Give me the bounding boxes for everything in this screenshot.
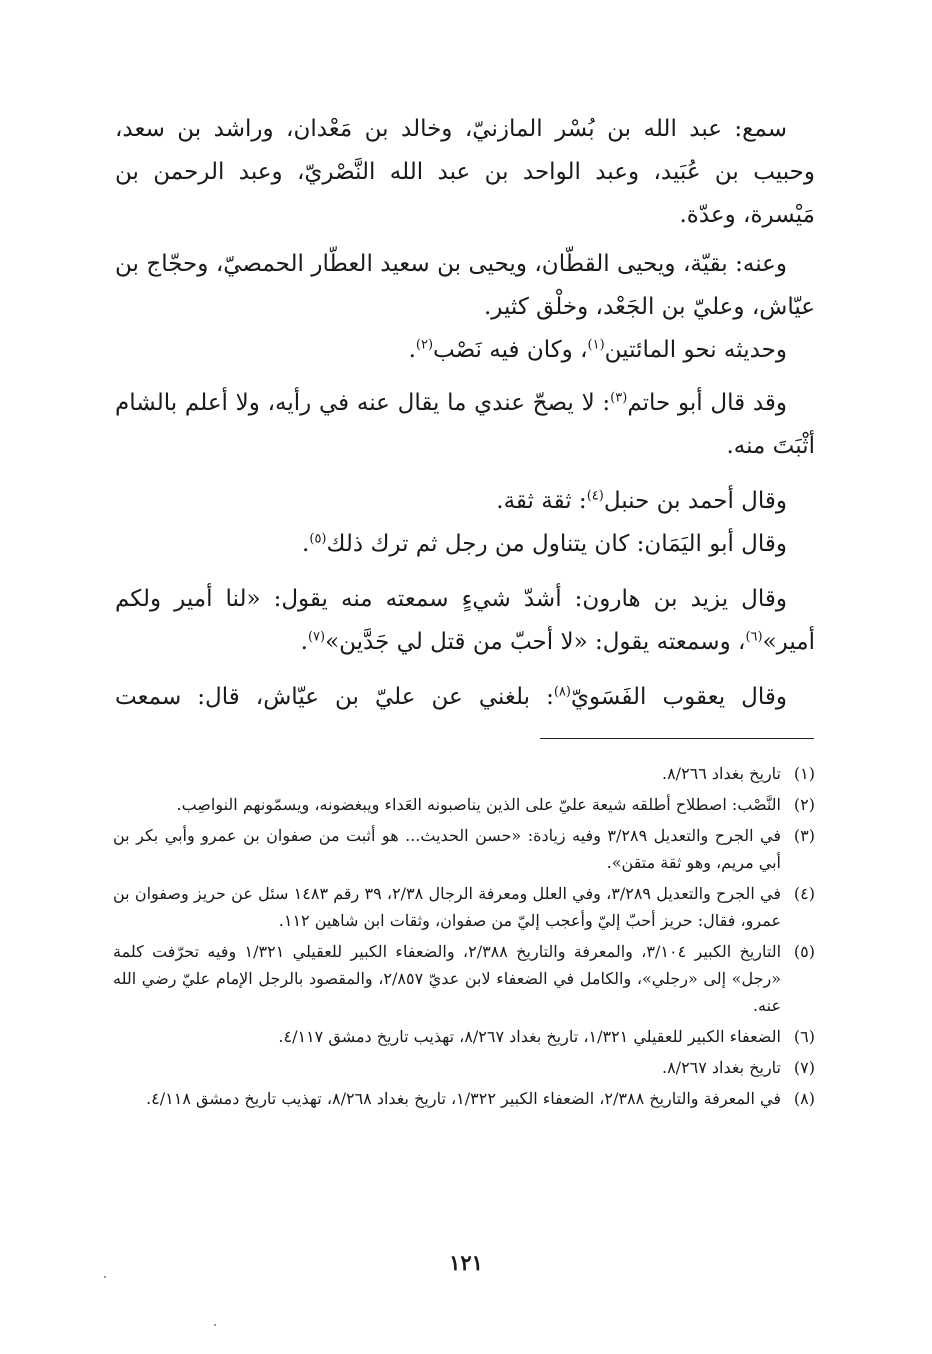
footnote-ref-3[interactable]: (٣) <box>610 390 628 406</box>
footnote-text: التاريخ الكبير ٣/١٠٤، والمعرفة والتاريخ ٢/٣٨٨، والضعفاء الكبير للعقيلي ١/٣٢١ وفيه تحرّفت كلمة «رجل» إلى «رجلي»، والكامل في الضعفاء لابن عديّ ٢/٨٥٧، والمقصود بالرجل الإمام عليّ رضي الله عنه. <box>113 942 782 1015</box>
footnote <box>113 938 815 1019</box>
footnote-ref-7[interactable]: (٧) <box>307 629 326 645</box>
footnote-number: (٤) <box>793 884 815 903</box>
footnote-ref-4[interactable]: (٤) <box>586 488 604 504</box>
scan-speck <box>214 1324 216 1326</box>
footnote-text: النَّصْب: اصطلاح أطلقه شيعة عليّ على الذين يناصبونه العَداء ويبغضونه، ويسمّونهم النواصِب. <box>176 795 781 814</box>
text-segment: وقال أبو اليَمَان: كان يتناول من رجل ثم ترك ذلك <box>326 531 787 557</box>
footnote-ref-2[interactable]: (٢) <box>415 337 434 353</box>
footnote <box>113 1085 815 1112</box>
paragraph-abu-alyaman <box>115 523 815 566</box>
footnote-text: الضعفاء الكبير للعقيلي ١/٣٢١، تاريخ بغداد ٨/٢٦٧، تهذيب تاريخ دمشق ٤/١١٧. <box>278 1027 781 1046</box>
footnote-text: تاريخ بغداد ٨/٢٦٧. <box>661 1058 781 1077</box>
paragraph-students: وعنه: بقيّة، ويحيى القطّان، ويحيى بن سعيد العطّار الحمصيّ، وحجّاج بن عيّاش، وعليّ بن الجَعْد، وخلْق كثير. <box>115 251 815 320</box>
footnote-text: في المعرفة والتاريخ ٢/٣٨٨، الضعفاء الكبير ١/٣٢٢، تاريخ بغداد ٨/٢٦٨، تهذيب تاريخ دمشق ٤/١١٨. <box>146 1089 781 1108</box>
text-segment: وقال يزيد بن هارون: أشدّ شيءٍ سمعته منه يقول: «لنا أمير ولكم أمير» <box>115 586 815 655</box>
text-segment: . <box>300 629 308 655</box>
footnote-number: (١) <box>793 764 815 783</box>
text-segment: : لا يصحّ عندي ما يقال عنه في رأيه، ولا أعلم بالشام أثْبَتَ منه. <box>115 390 815 459</box>
text-segment: : بلغني عن عليّ بن عيّاش، قال: سمعت <box>115 684 554 710</box>
footnote-ref-8[interactable]: (٨) <box>553 684 571 700</box>
footnote-number: (٣) <box>793 826 815 845</box>
text-segment: ، وكان فيه نَصْب <box>433 337 588 363</box>
text-segment: وحديثه نحو المائتين <box>604 337 787 363</box>
footnote-ref-6[interactable]: (٦) <box>745 629 763 645</box>
footnote <box>113 760 815 787</box>
footnote-number: (٥) <box>793 942 815 961</box>
footnote-text: تاريخ بغداد ٨/٢٦٦. <box>661 764 781 783</box>
text-segment: : ثقة ثقة. <box>496 488 587 514</box>
text-segment: وقال يعقوب الفَسَويّ <box>570 684 788 710</box>
paragraph-teachers: سمع: عبد الله بن بُسْر المازنيّ، وخالد بن مَعْدان، وراشد بن سعد، وحبيب بن عُبَيد، وعبد الواحد بن عبد الله النَّصْريّ، وعبد الرحمن بن مَيْسرة، وعدّة. <box>115 116 815 228</box>
paragraph-hadith-count <box>115 329 815 372</box>
text-segment: وقال أحمد بن حنبل <box>603 488 787 514</box>
paragraph-ahmad <box>115 480 815 523</box>
scan-speck <box>104 1276 106 1278</box>
footnote <box>113 791 815 818</box>
footnote <box>113 1054 815 1081</box>
footnote-divider <box>540 738 814 739</box>
footnote-number: (٦) <box>793 1027 815 1046</box>
text-segment: وقد قال أبو حاتم <box>627 390 787 416</box>
footnotes <box>113 760 815 1116</box>
footnote <box>113 822 815 876</box>
footnote <box>113 880 815 934</box>
main-text <box>115 108 815 725</box>
footnote-number: (٢) <box>793 795 815 814</box>
footnote-number: (٨) <box>793 1089 815 1108</box>
footnote <box>113 1023 815 1050</box>
text-segment: . <box>408 337 416 363</box>
footnote-ref-5[interactable]: (٥) <box>309 531 327 547</box>
page-number: ١٢١ <box>449 1250 483 1275</box>
footnote-ref-1[interactable]: (١) <box>587 337 605 353</box>
footnote-number: (٧) <box>793 1058 815 1077</box>
text-segment: . <box>302 531 310 557</box>
paragraph-yazid <box>115 578 815 664</box>
paragraph-abu-hatim <box>115 382 815 468</box>
footnote-text: في الجرح والتعديل ٣/٢٨٩، وفي العلل ومعرفة الرجال ٢/٣٨، ٣٩ رقم ١٤٨٣ سئل عن حريز وصفوان بن عمرو، فقال: حريز أحبّ إليّ وأعجب إليّ من صفوان، وثقات ابن شاهين ١١٢. <box>113 884 782 930</box>
footnote-text: في الجرح والتعديل ٣/٢٨٩ وفيه زيادة: «حسن الحديث... هو أثبت من صفوان بن عمرو وأبي بكر بن أبي مريم، وهو ثقة متقن». <box>113 826 782 872</box>
text-segment: ، وسمعته يقول: «لا أحبّ من قتل لي جَدَّين» <box>325 629 746 655</box>
paragraph-yaqub <box>115 676 815 719</box>
